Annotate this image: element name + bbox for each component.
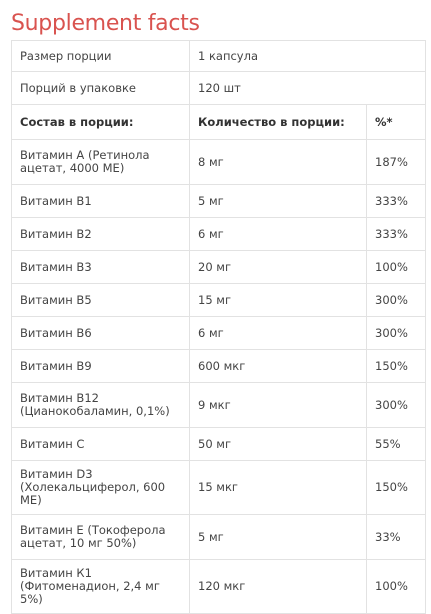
nutrient-percent: 55% xyxy=(367,428,426,461)
nutrient-amount: 50 мг xyxy=(190,428,367,461)
serving-size-label: Размер порции xyxy=(12,41,190,72)
nutrient-amount: 120 мкг xyxy=(190,560,367,614)
header-amount: Количество в порции: xyxy=(190,105,367,140)
nutrient-percent: 150% xyxy=(367,350,426,383)
nutrient-name: Витамин К1 (Фитоменадион, 2,4 мг 5%) xyxy=(12,560,190,614)
nutrient-percent: 100% xyxy=(367,560,426,614)
nutrient-amount: 9 мкг xyxy=(190,383,367,428)
nutrient-percent: 33% xyxy=(367,515,426,560)
nutrient-amount: 8 мг xyxy=(190,140,367,185)
servings-per-container-row xyxy=(12,72,426,105)
table-header-row xyxy=(12,105,426,140)
table-row xyxy=(12,383,426,428)
nutrient-amount: 15 мкг xyxy=(190,461,367,515)
table-row xyxy=(12,284,426,317)
nutrient-amount: 5 мг xyxy=(190,515,367,560)
nutrient-percent: 187% xyxy=(367,140,426,185)
nutrient-amount: 6 мг xyxy=(190,317,367,350)
header-composition: Состав в порции: xyxy=(12,105,190,140)
nutrient-percent: 300% xyxy=(367,284,426,317)
nutrient-amount: 6 мг xyxy=(190,218,367,251)
table-row xyxy=(12,560,426,614)
supplement-facts-table xyxy=(11,40,426,614)
nutrient-name: Витамин С xyxy=(12,428,190,461)
nutrient-name: Витамин В5 xyxy=(12,284,190,317)
nutrient-percent: 300% xyxy=(367,383,426,428)
nutrient-percent: 150% xyxy=(367,461,426,515)
header-percent: %* xyxy=(367,105,426,140)
serving-size-value: 1 капсула xyxy=(190,41,426,72)
serving-size-row xyxy=(12,41,426,72)
nutrient-name: Витамин В1 xyxy=(12,185,190,218)
nutrient-name: Витамин Е (Токоферола ацетат, 10 мг 50%) xyxy=(12,515,190,560)
page-title: Supplement facts xyxy=(11,11,200,36)
table-row xyxy=(12,251,426,284)
table-row xyxy=(12,140,426,185)
table-row xyxy=(12,185,426,218)
nutrient-percent: 333% xyxy=(367,185,426,218)
nutrient-amount: 20 мг xyxy=(190,251,367,284)
nutrient-amount: 5 мг xyxy=(190,185,367,218)
nutrient-amount: 600 мкг xyxy=(190,350,367,383)
servings-per-container-value: 120 шт xyxy=(190,72,426,105)
servings-per-container-label: Порций в упаковке xyxy=(12,72,190,105)
nutrient-name: Витамин В2 xyxy=(12,218,190,251)
nutrient-name: Витамин В3 xyxy=(12,251,190,284)
nutrient-name: Витамин В9 xyxy=(12,350,190,383)
nutrient-name: Витамин D3 (Холекальциферол, 600 МЕ) xyxy=(12,461,190,515)
nutrient-amount: 15 мг xyxy=(190,284,367,317)
table-row xyxy=(12,515,426,560)
table-row xyxy=(12,428,426,461)
nutrient-percent: 333% xyxy=(367,218,426,251)
table-row xyxy=(12,218,426,251)
nutrient-name: Витамин В12 (Цианокобаламин, 0,1%) xyxy=(12,383,190,428)
table-row xyxy=(12,350,426,383)
nutrient-name: Витамин А (Ретинола ацетат, 4000 МЕ) xyxy=(12,140,190,185)
nutrient-percent: 100% xyxy=(367,251,426,284)
nutrient-name: Витамин В6 xyxy=(12,317,190,350)
nutrient-percent: 300% xyxy=(367,317,426,350)
table-row xyxy=(12,317,426,350)
table-row xyxy=(12,461,426,515)
